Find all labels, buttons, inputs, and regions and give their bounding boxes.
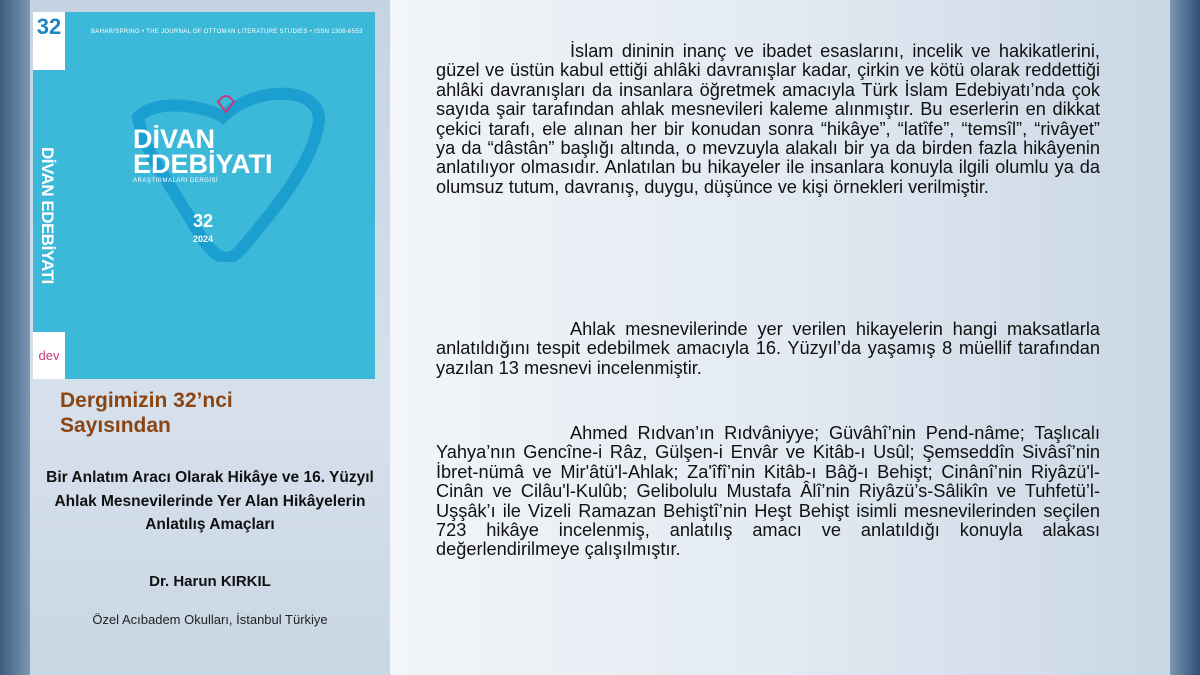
spine-year: 2024: [35, 56, 56, 66]
article-title: Bir Anlatım Aracı Olarak Hikâye ve 16. Yüzyıl Ahlak Mesnevilerinde Yer Alan Hikâyelerin Anlatılış Amaçları: [46, 469, 374, 533]
section-heading: Dergimizin 32’nci Sayısından: [60, 389, 233, 437]
abstract-paragraph-1: İslam dininin inanç ve ibadet esaslarını, incelik ve hakikatlerini, güzel ve üstün kabul ettiği ahlâki davranışlar kadar, çirkin ve kötü olarak reddettiği ahlâki davranışları da insanlara öğretmek amacıyla Türk İslam Edebiyatı’nda çok sayıda şair tarafından ahlak mesnevileri kaleme alınmıştır. Bu eserlerin en dikkat çekici tarafı, ele alınan her bir konudan sonra “hikâye”, “latîfe”, “temsîl”, “rivâyet” ya da “dâstân” başlığı altında, o mevzuyla alakalı bir ya da birden fazla hikâyenin anlatılıyor olmasıdır. Anlatılan bu hikayeler ile insanlara konuyla ilgili olumlu ya da olumsuz tutum, davranış, duygu, düşünce ve kişi örnekleri verilmiştir.: [436, 41, 1100, 197]
brand-line2: EDEBİYATI: [133, 149, 273, 179]
author-institution: Özel Acıbadem Okulları, İstanbul Türkiye: [92, 612, 328, 627]
journal-cover-image: [33, 12, 375, 379]
spine-issue: 32: [36, 14, 62, 39]
issue-number: 32: [193, 211, 214, 231]
cover-brand: [133, 124, 273, 186]
author-name: Dr. Harun KIRKIL: [149, 573, 271, 590]
abstract-paragraph-3: Ahmed Rıdvan’ın Rıdvâniyye; Güvâhî’nin Pend-nâme; Taşlıcalı Yahya’nın Gencîne-i Râz, Gülşen-i Envâr ve Kitâb-ı Usûl; Şemseddîn Sivâsî’nin İbret-nümâ ve Mir'âtü'l-Ahlak; Za'îfî’nin Kitâb-ı Bâğ-ı Behişt; Cinânî’nin Riyâzü'l-Cinân ve Cilâu'l-Kulûb; Gelibolulu Mustafa Âlî’nin Riyâzü’s-Sâlikîn ve Tuhfetü’l-Uşşâk’ı ile Vizeli Ramazan Behiştî’nin Heşt Behişt isimli mesnevilerinden seçilen 723 hikâye incelenmiş, anlatılış amacı ve anlatıldığı konuyla alakası değerlendirilmeye çalışılmıştır.: [436, 423, 1100, 560]
abstract-paragraph-2: Ahlak mesnevilerinde yer verilen hikayelerin hangi maksatlarla anlatıldığını tespit edebilmek amacıyla 16. Yüzyıl’da yaşamış 8 müellif tarafından yazılan 13 mesnevi incelenmiştir.: [436, 319, 1100, 378]
issue-year: 2024: [193, 234, 214, 244]
journal-line: BAHAR/SPRING • THE JOURNAL OF OTTOMAN LITERATURE STUDIES • ISSN 1308-6553: [91, 29, 363, 35]
brand-subtitle: ARAŞTIRMALARI DERGİSİ: [133, 178, 219, 184]
spine-title: DİVAN EDEBİYATI: [38, 147, 57, 284]
brand-line1: DİVAN: [133, 124, 216, 154]
spine-logo: dev: [33, 332, 65, 379]
right-edge: [1170, 0, 1200, 675]
cover-issue: [193, 212, 213, 246]
